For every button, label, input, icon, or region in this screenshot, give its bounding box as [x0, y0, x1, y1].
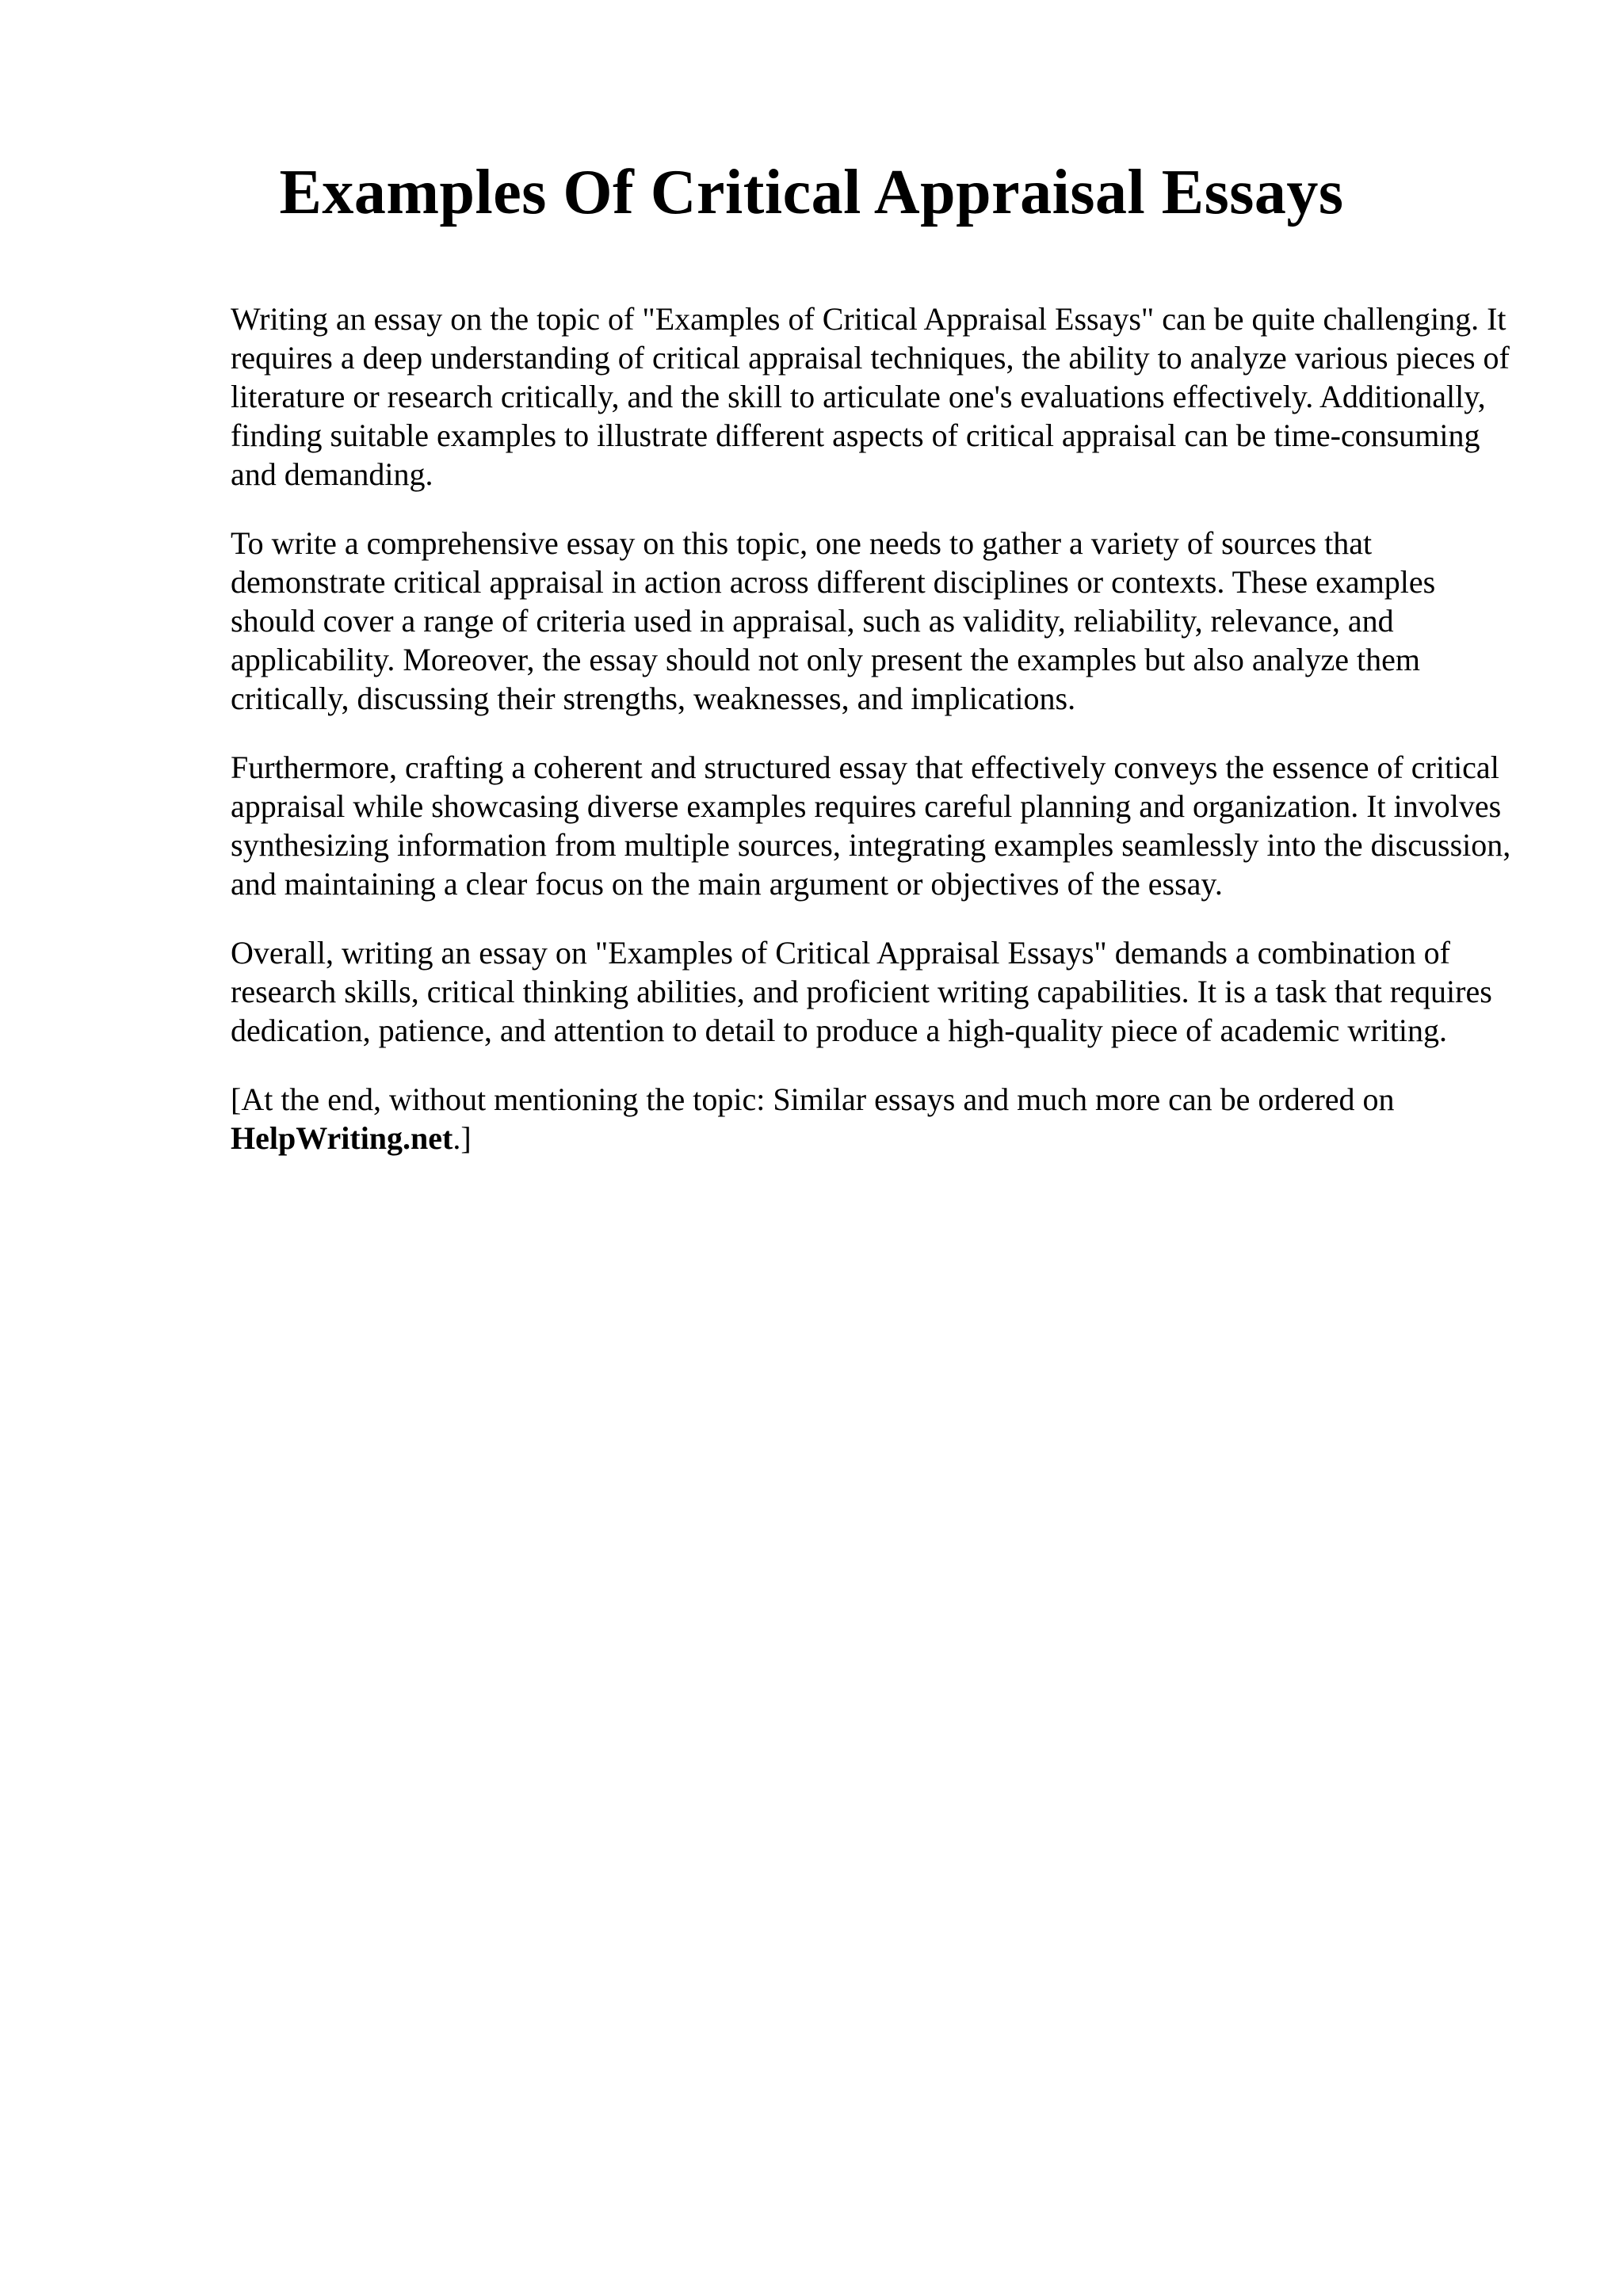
paragraph-2: To write a comprehensive essay on this topic, one needs to gather a variety of sources that demonstrate critical appraisal in action across different disciplines or contexts. These examples should cover a range of criteria used in appraisal, such as validity, reliability, relevance, and applicability. Moreover, the essay should not only present the examples but also analyze them critically, discussing their strengths, weaknesses, and implications.	[231, 525, 1436, 716]
closing-paragraph	[231, 1080, 1522, 1158]
brand-name: HelpWriting.net	[231, 1120, 453, 1156]
page-title: Examples Of Critical Appraisal Essays	[279, 158, 1344, 227]
document-body	[231, 299, 1522, 1188]
paragraph-4: Overall, writing an essay on "Examples of Critical Appraisal Essays" demands a combination of research skills, critical thinking abilities, and proficient writing capabilities. It is a task that requires dedication, patience, and attention to detail to produce a high-quality piece of academic writing.	[231, 935, 1492, 1048]
closing-suffix: .]	[453, 1120, 472, 1156]
closing-text: [At the end, without mentioning the topic: Similar essays and much more can be ordered on	[231, 1081, 1395, 1117]
paragraph-1: Writing an essay on the topic of "Examples of Critical Appraisal Essays" can be quite challenging. It requires a deep understanding of critical appraisal techniques, the ability to analyze various pieces of literature or research critically, and the skill to articulate one's evaluations effectively. Additionally, finding suitable examples to illustrate different aspects of critical appraisal can be time-consuming and demanding.	[231, 301, 1510, 492]
paragraph-3: Furthermore, crafting a coherent and structured essay that effectively conveys the essence of critical appraisal while showcasing diverse examples requires careful planning and organization. It involves synthesizing information from multiple sources, integrating examples seamlessly into the discussion, and maintaining a clear focus on the main argument or objectives of the essay.	[231, 749, 1511, 902]
